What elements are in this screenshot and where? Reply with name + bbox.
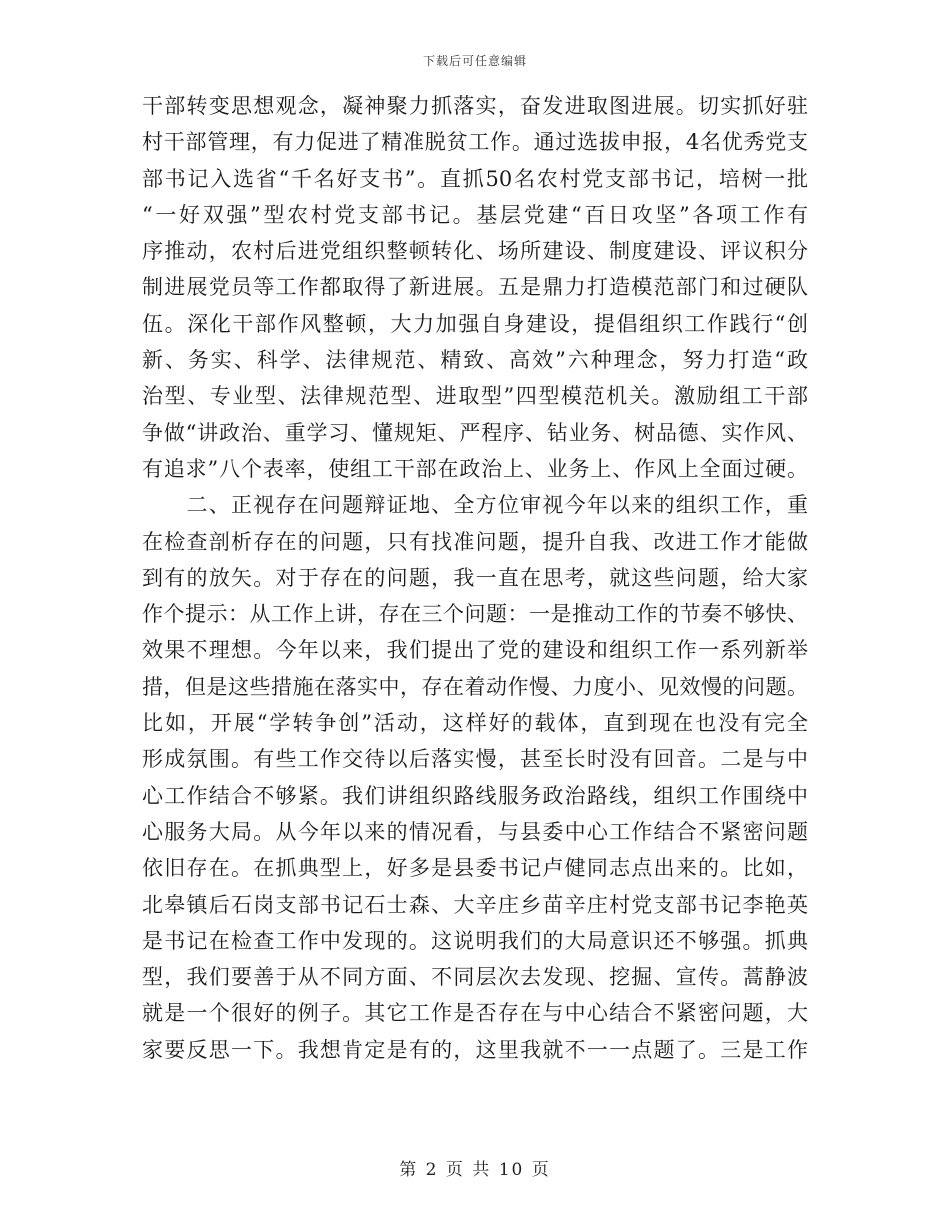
text-line: 村干部管理，有力促进了精准脱贫工作。通过选拔申报，4名优秀党支 xyxy=(142,130,808,155)
text-line: 形成氛围。有些工作交待以后落实慢，甚至长时没有回音。二是与中 xyxy=(142,747,808,772)
text-line: 效果不理想。今年以来，我们提出了党的建设和组织工作一系列新举 xyxy=(142,638,808,663)
page-header: 下载后可任意编辑 xyxy=(422,54,527,68)
text-line: 型，我们要善于从不同方面、不同层次去发现、挖掘、宣传。蒿静波 xyxy=(142,965,808,990)
text-line: 争做“讲政治、重学习、懂规矩、严程序、钻业务、树品德、实作风、 xyxy=(142,420,808,445)
text-line: 比如，开展“学转争创”活动，这样好的载体，直到现在也没有完全 xyxy=(142,711,808,736)
text-line: 干部转变思想观念，凝神聚力抓落实，奋发进取图进展。切实抓好驻 xyxy=(142,94,808,118)
text-line: 有追求”八个表率，使组工干部在政治上、业务上、作风上全面过硬。 xyxy=(142,456,808,481)
text-line: 心服务大局。从今年以来的情况看，与县委中心工作结合不紧密问题 xyxy=(142,819,808,844)
text-line: 在检查剖析存在的问题，只有找准问题，提升自我、改进工作才能做 xyxy=(142,529,808,554)
text-line: 二、正视存在问题辩证地、全方位审视今年以来的组织工作，重 xyxy=(142,493,808,518)
text-line: 依旧存在。在抓典型上，好多是县委书记卢健同志点出来的。比如， xyxy=(142,856,808,881)
text-line: 制进展党员等工作都取得了新进展。五是鼎力打造模范部门和过硬队 xyxy=(142,275,808,300)
text-line: “一好双强”型农村党支部书记。基层党建“百日攻坚”各项工作有 xyxy=(142,202,808,227)
text-line: 心工作结合不够紧。我们讲组织路线服务政治路线，组织工作围绕中 xyxy=(142,783,808,808)
text-line: 伍。深化干部作风整顿，大力加强自身建设，提倡组织工作践行“创 xyxy=(142,311,808,336)
text-line: 家要反思一下。我想肯定是有的，这里我就不一一点题了。三是工作 xyxy=(142,1037,808,1062)
document-body xyxy=(142,88,808,1068)
text-line: 部书记入选省“千名好支书”。直抓50名农村党支部书记，培树一批 xyxy=(142,166,808,191)
text-line: 新、务实、科学、法律规范、精致、高效”六种理念，努力打造“政 xyxy=(142,348,808,373)
text-line: 作个提示：从工作上讲，存在三个问题：一是推动工作的节奏不够快、 xyxy=(142,602,808,627)
text-line: 是书记在检查工作中发现的。这说明我们的大局意识还不够强。抓典 xyxy=(142,928,808,953)
text-line: 措，但是这些措施在落实中，存在着动作慢、力度小、见效慢的问题。 xyxy=(142,674,808,699)
text-line: 北皋镇后石岗支部书记石士森、大辛庄乡苗辛庄村党支部书记李艳英 xyxy=(142,892,808,917)
text-line: 到有的放矢。对于存在的问题，我一直在思考，就这些问题，给大家 xyxy=(142,565,808,590)
page-number-footer: 第 2 页 共 10 页 xyxy=(399,1160,551,1180)
text-line: 序推动，农村后进党组织整顿转化、场所建设、制度建设、评议积分 xyxy=(142,239,808,264)
text-line: 就是一个很好的例子。其它工作是否存在与中心结合不紧密问题，大 xyxy=(142,1001,808,1026)
text-line: 治型、专业型、法律规范型、进取型”四型模范机关。激励组工干部 xyxy=(142,384,808,409)
